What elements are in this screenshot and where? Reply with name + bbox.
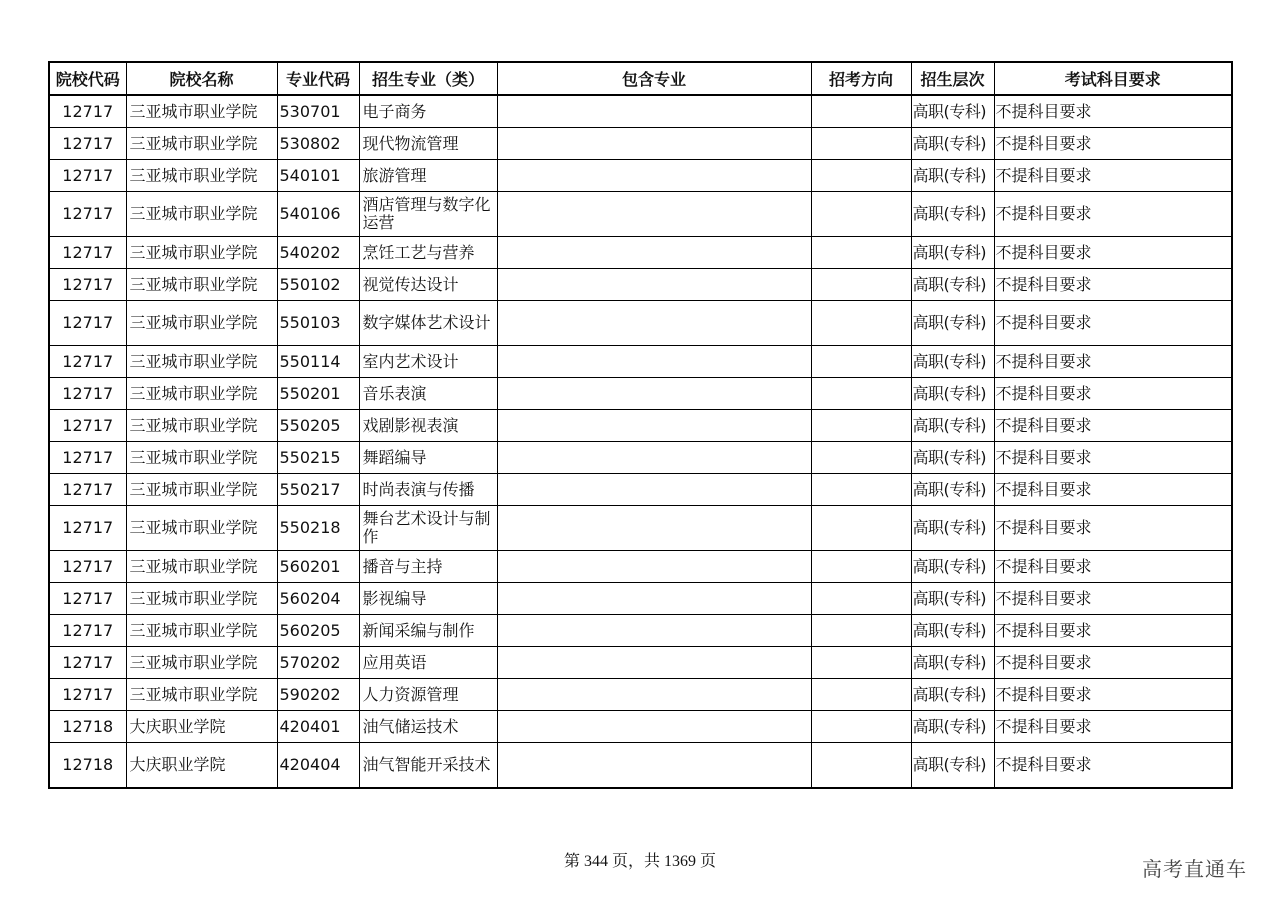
cell-included-majors [497,583,811,615]
table-row [49,679,1232,711]
cell-school-name: 三亚城市职业学院 [126,346,277,378]
cell-included-majors [497,237,811,269]
header-major-code: 专业代码 [277,62,359,95]
table-row [49,711,1232,743]
cell-major-code: 590202 [277,679,359,711]
cell-direction [811,679,911,711]
cell-major: 影视编导 [359,583,497,615]
cell-school-code: 12717 [49,192,126,237]
cell-school-name: 三亚城市职业学院 [126,378,277,410]
cell-major-code: 540202 [277,237,359,269]
cell-level: 高职(专科) [911,442,994,474]
header-school-code: 院校代码 [49,62,126,95]
watermark-text: 高考直通车 [1142,857,1247,881]
cell-included-majors [497,160,811,192]
cell-major: 舞蹈编导 [359,442,497,474]
cell-school-name: 三亚城市职业学院 [126,615,277,647]
cell-major-code: 540106 [277,192,359,237]
cell-school-name: 三亚城市职业学院 [126,551,277,583]
cell-included-majors [497,269,811,301]
cell-direction [811,506,911,551]
cell-level: 高职(专科) [911,378,994,410]
cell-major: 旅游管理 [359,160,497,192]
cell-subject-requirement: 不提科目要求 [994,647,1232,679]
cell-level: 高职(专科) [911,711,994,743]
table-row [49,192,1232,237]
cell-school-code: 12717 [49,237,126,269]
cell-school-code: 12717 [49,442,126,474]
cell-school-code: 12717 [49,160,126,192]
cell-major: 播音与主持 [359,551,497,583]
cell-major: 时尚表演与传播 [359,474,497,506]
cell-major-code: 550201 [277,378,359,410]
cell-direction [811,160,911,192]
cell-level: 高职(专科) [911,346,994,378]
cell-level: 高职(专科) [911,128,994,160]
table-row [49,743,1232,789]
cell-major: 油气智能开采技术 [359,743,497,789]
cell-subject-requirement: 不提科目要求 [994,615,1232,647]
cell-school-code: 12717 [49,583,126,615]
cell-major: 戏剧影视表演 [359,410,497,442]
header-direction: 招考方向 [811,62,911,95]
cell-major: 舞台艺术设计与制作 [359,506,497,551]
cell-direction [811,442,911,474]
cell-direction [811,711,911,743]
cell-school-name: 三亚城市职业学院 [126,192,277,237]
header-major: 招生专业（类） [359,62,497,95]
cell-included-majors [497,378,811,410]
cell-school-name: 三亚城市职业学院 [126,95,277,128]
cell-major-code: 550102 [277,269,359,301]
cell-included-majors [497,128,811,160]
cell-school-code: 12717 [49,346,126,378]
cell-school-name: 三亚城市职业学院 [126,301,277,346]
cell-subject-requirement: 不提科目要求 [994,551,1232,583]
cell-school-name: 三亚城市职业学院 [126,679,277,711]
table-row [49,551,1232,583]
cell-school-code: 12717 [49,506,126,551]
cell-major-code: 560205 [277,615,359,647]
cell-included-majors [497,615,811,647]
cell-direction [811,583,911,615]
cell-level: 高职(专科) [911,474,994,506]
cell-major-code: 550215 [277,442,359,474]
cell-major: 人力资源管理 [359,679,497,711]
cell-school-name: 三亚城市职业学院 [126,128,277,160]
table-row [49,346,1232,378]
cell-included-majors [497,192,811,237]
cell-major: 新闻采编与制作 [359,615,497,647]
cell-level: 高职(专科) [911,679,994,711]
table-row [49,583,1232,615]
cell-major-code: 550217 [277,474,359,506]
cell-major-code: 420404 [277,743,359,789]
cell-direction [811,346,911,378]
cell-level: 高职(专科) [911,551,994,583]
cell-direction [811,410,911,442]
cell-school-name: 三亚城市职业学院 [126,647,277,679]
cell-level: 高职(专科) [911,95,994,128]
header-subject-requirement: 考试科目要求 [994,62,1232,95]
cell-direction [811,378,911,410]
cell-level: 高职(专科) [911,583,994,615]
cell-direction [811,128,911,160]
cell-subject-requirement: 不提科目要求 [994,346,1232,378]
cell-direction [811,269,911,301]
cell-school-code: 12717 [49,615,126,647]
cell-school-code: 12717 [49,474,126,506]
cell-school-name: 三亚城市职业学院 [126,160,277,192]
cell-school-code: 12718 [49,743,126,789]
cell-direction [811,743,911,789]
cell-major-code: 550218 [277,506,359,551]
cell-school-code: 12717 [49,647,126,679]
cell-included-majors [497,647,811,679]
table-body [49,95,1232,788]
cell-major: 室内艺术设计 [359,346,497,378]
cell-level: 高职(专科) [911,615,994,647]
header-school-name: 院校名称 [126,62,277,95]
cell-school-code: 12717 [49,269,126,301]
cell-included-majors [497,95,811,128]
admissions-table [48,61,1233,789]
cell-school-code: 12717 [49,301,126,346]
cell-school-name: 三亚城市职业学院 [126,474,277,506]
cell-level: 高职(专科) [911,237,994,269]
table-row [49,301,1232,346]
cell-school-name: 三亚城市职业学院 [126,506,277,551]
header-level: 招生层次 [911,62,994,95]
cell-direction [811,615,911,647]
cell-school-code: 12717 [49,551,126,583]
cell-subject-requirement: 不提科目要求 [994,679,1232,711]
cell-major: 油气储运技术 [359,711,497,743]
table-header-row [49,62,1232,95]
cell-school-name: 三亚城市职业学院 [126,583,277,615]
cell-included-majors [497,743,811,789]
cell-included-majors [497,410,811,442]
cell-major: 视觉传达设计 [359,269,497,301]
cell-included-majors [497,679,811,711]
cell-school-code: 12717 [49,95,126,128]
table-row [49,474,1232,506]
cell-subject-requirement: 不提科目要求 [994,506,1232,551]
cell-major: 现代物流管理 [359,128,497,160]
table-row [49,506,1232,551]
cell-school-code: 12717 [49,679,126,711]
cell-subject-requirement: 不提科目要求 [994,160,1232,192]
cell-subject-requirement: 不提科目要求 [994,743,1232,789]
cell-subject-requirement: 不提科目要求 [994,378,1232,410]
table-row [49,160,1232,192]
cell-major: 酒店管理与数字化运营 [359,192,497,237]
cell-school-name: 三亚城市职业学院 [126,269,277,301]
cell-subject-requirement: 不提科目要求 [994,128,1232,160]
cell-level: 高职(专科) [911,647,994,679]
cell-included-majors [497,346,811,378]
cell-school-name: 三亚城市职业学院 [126,410,277,442]
cell-level: 高职(专科) [911,410,994,442]
cell-major: 应用英语 [359,647,497,679]
cell-major-code: 550103 [277,301,359,346]
table-row [49,95,1232,128]
table-row [49,615,1232,647]
table-row [49,442,1232,474]
cell-subject-requirement: 不提科目要求 [994,269,1232,301]
table-row [49,410,1232,442]
cell-level: 高职(专科) [911,269,994,301]
cell-subject-requirement: 不提科目要求 [994,237,1232,269]
cell-subject-requirement: 不提科目要求 [994,474,1232,506]
cell-direction [811,237,911,269]
cell-major: 数字媒体艺术设计 [359,301,497,346]
cell-subject-requirement: 不提科目要求 [994,301,1232,346]
cell-major-code: 560201 [277,551,359,583]
cell-included-majors [497,551,811,583]
cell-subject-requirement: 不提科目要求 [994,95,1232,128]
table-row [49,647,1232,679]
cell-direction [811,474,911,506]
cell-school-code: 12717 [49,128,126,160]
cell-major-code: 530701 [277,95,359,128]
cell-school-code: 12718 [49,711,126,743]
cell-level: 高职(专科) [911,301,994,346]
cell-subject-requirement: 不提科目要求 [994,442,1232,474]
cell-subject-requirement: 不提科目要求 [994,711,1232,743]
cell-school-code: 12717 [49,378,126,410]
cell-level: 高职(专科) [911,192,994,237]
cell-direction [811,192,911,237]
page-indicator: 第 344 页，共 1369 页 [563,853,716,870]
cell-major-code: 540101 [277,160,359,192]
table-row [49,237,1232,269]
cell-level: 高职(专科) [911,160,994,192]
cell-school-code: 12717 [49,410,126,442]
cell-school-name: 三亚城市职业学院 [126,442,277,474]
cell-level: 高职(专科) [911,743,994,789]
cell-included-majors [497,506,811,551]
cell-major-code: 550205 [277,410,359,442]
cell-major-code: 550114 [277,346,359,378]
cell-school-name: 三亚城市职业学院 [126,237,277,269]
cell-school-name: 大庆职业学院 [126,743,277,789]
cell-included-majors [497,442,811,474]
cell-direction [811,551,911,583]
cell-school-name: 大庆职业学院 [126,711,277,743]
cell-included-majors [497,711,811,743]
table-row [49,269,1232,301]
cell-subject-requirement: 不提科目要求 [994,583,1232,615]
cell-subject-requirement: 不提科目要求 [994,192,1232,237]
cell-direction [811,647,911,679]
cell-major-code: 530802 [277,128,359,160]
cell-direction [811,95,911,128]
cell-included-majors [497,474,811,506]
cell-major-code: 560204 [277,583,359,615]
cell-major: 音乐表演 [359,378,497,410]
cell-major-code: 570202 [277,647,359,679]
cell-direction [811,301,911,346]
table-row [49,378,1232,410]
cell-subject-requirement: 不提科目要求 [994,410,1232,442]
cell-major: 烹饪工艺与营养 [359,237,497,269]
cell-included-majors [497,301,811,346]
cell-major: 电子商务 [359,95,497,128]
cell-level: 高职(专科) [911,506,994,551]
table-row [49,128,1232,160]
header-included-majors: 包含专业 [497,62,811,95]
cell-major-code: 420401 [277,711,359,743]
